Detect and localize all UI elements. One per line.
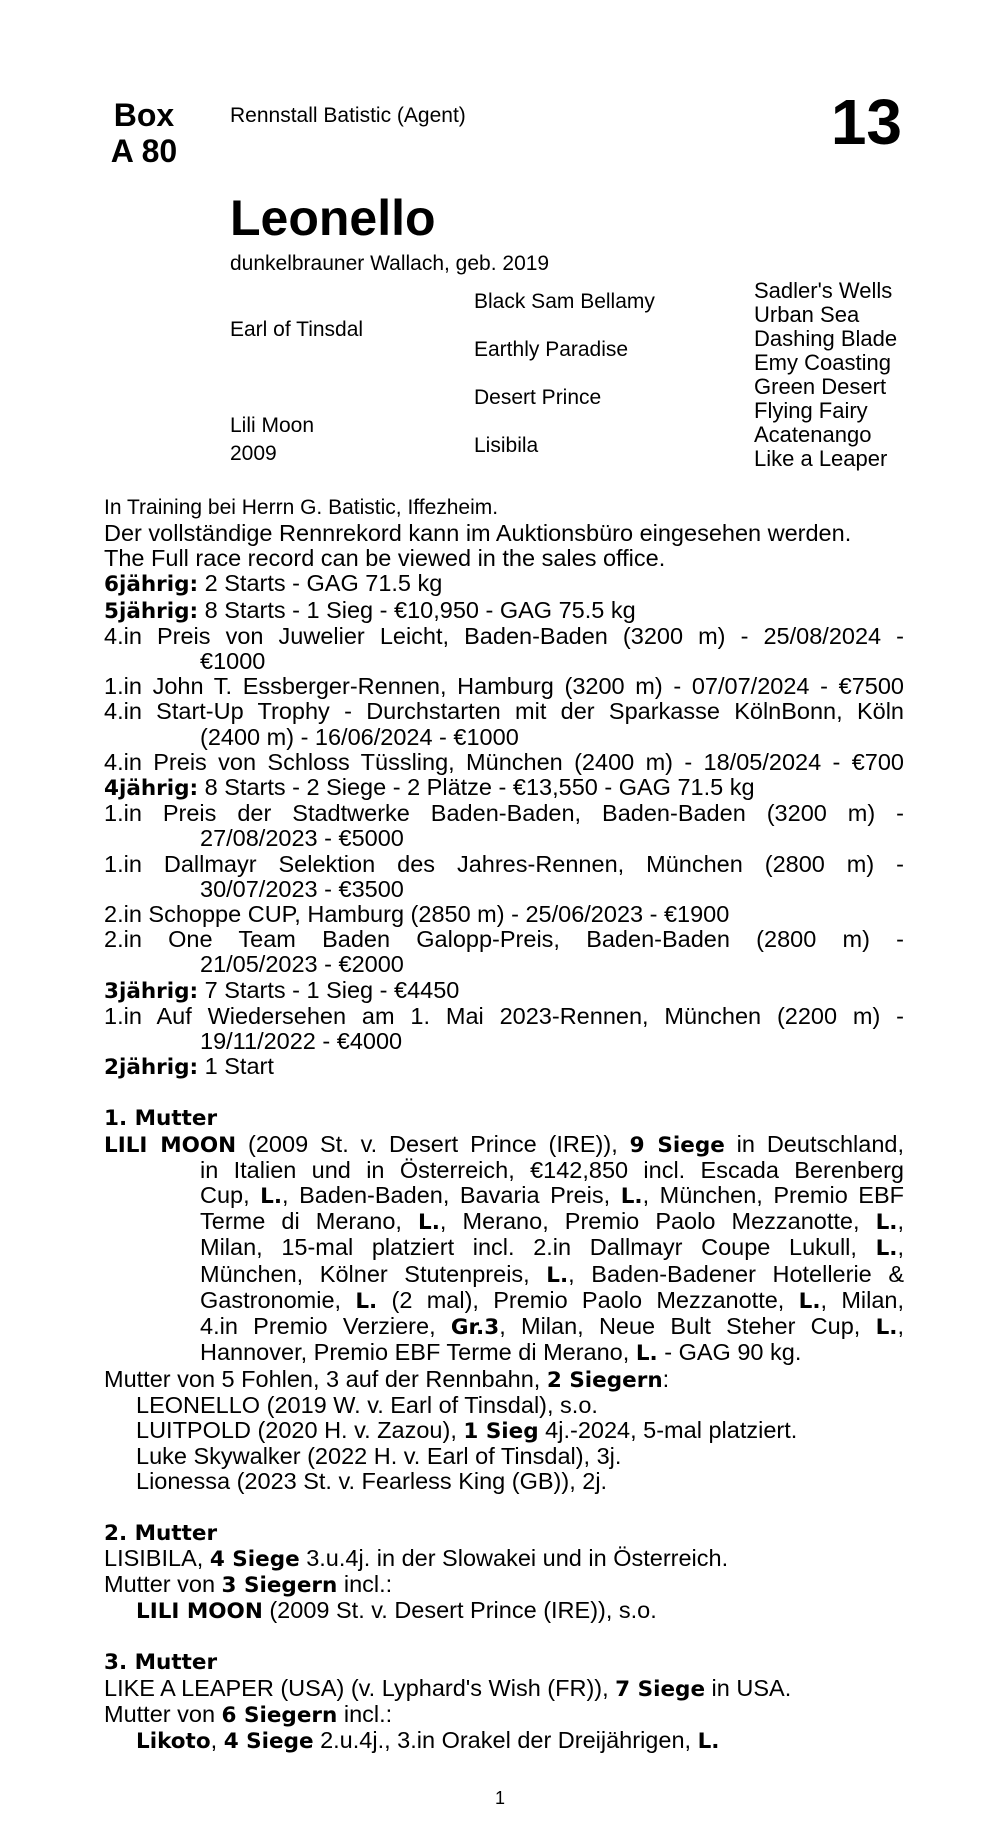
dam1-line: in Italien und in Österreich, €142,850 incl. Escada Berenberg [200, 1156, 904, 1183]
pedigree-g8: Like a Leaper [754, 446, 888, 471]
race-line: 2.in Schoppe CUP, Hamburg (2850 m) - 25/06/2023 - €1900 [104, 901, 730, 928]
pedigree-g3: Dashing Blade [754, 326, 898, 351]
dam1-line: Milan, 15-mal platziert incl. 2.in Dallmayr Coupe Lukull, L., [200, 1234, 904, 1262]
pedigree-g2: Urban Sea [754, 302, 860, 327]
dam2-line: LISIBILA, 4 Siege 3.u.4j. in der Slowakei und in Österreich. [104, 1544, 729, 1572]
dam1-line: Gastronomie, L. (2 mal), Premio Paolo Mezzanotte, L., Milan, [200, 1286, 905, 1314]
horse-name: Leonello [230, 190, 436, 246]
race-line: 2.in One Team Baden Galopp-Preis, Baden-Baden (2800 m) - [104, 926, 904, 953]
dam2-heading: 2. Mutter [104, 1520, 218, 1546]
race-line: 1.in Auf Wiedersehen am 1. Mai 2023-Rennen, München (2200 m) - [104, 1002, 904, 1029]
pedigree-dam: Lili Moon [230, 414, 315, 437]
pedigree-g6: Flying Fairy [754, 398, 868, 423]
race-line-cont: €1000 [200, 648, 266, 675]
record-note-de: Der vollständige Rennrekord kann im Auktionsbüro eingesehen werden. [104, 520, 852, 546]
age-6-summary [104, 571, 904, 597]
dam2-produce: Mutter von 3 Siegern incl.: [104, 1570, 393, 1598]
age-2-text: 1 Start [198, 1053, 274, 1080]
age-3-text: 7 Starts - 1 Sieg - €4450 [198, 976, 460, 1003]
age-4-summary [104, 775, 904, 801]
dam1-line: Hannover, Premio EBF Terme di Merano, L. - GAG 90 kg. [200, 1339, 802, 1367]
dam1-line: Cup, L., Baden-Baden, Bavaria Preis, L., München, Premio EBF [200, 1182, 905, 1210]
record-note-en: The Full race record can be viewed in the sales office. [104, 545, 666, 572]
catalogue-body [104, 495, 904, 1754]
race-line-cont: 21/05/2023 - €2000 [200, 951, 404, 978]
pedigree-dam-sire: Desert Prince [474, 386, 602, 409]
dam1-line: LILI MOON (2009 St. v. Desert Prince (IRE)), 9 Siege in Deutschland, [104, 1130, 904, 1158]
race-line: 4.in Start-Up Trophy - Durchstarten mit der Sparkasse KölnBonn, Köln [104, 698, 904, 725]
age-2-summary [104, 1054, 904, 1080]
age-4-label: 4jährig: [104, 776, 199, 802]
race-line-cont: 19/11/2022 - €4000 [200, 1028, 403, 1055]
pedigree-sire-dam: Earthly Paradise [474, 338, 629, 361]
pedigree-g1: Sadler's Wells [754, 278, 893, 303]
dam1-line: Terme di Merano, L., Merano, Premio Paolo Mezzanotte, L., [200, 1208, 904, 1236]
dam3-produce: Mutter von 6 Siegern incl.: [104, 1700, 393, 1728]
pedigree-dam-dam: Lisibila [474, 434, 539, 457]
stable-name: Rennstall Batistic (Agent) [230, 104, 466, 127]
training-info: In Training bei Herrn G. Batistic, Iffezheim. [104, 496, 499, 519]
race-line: 4.in Preis von Juwelier Leicht, Baden-Baden (3200 m) - 25/08/2024 - [104, 622, 904, 649]
pedigree-g7: Acatenango [754, 422, 872, 447]
box-number: A 80 [110, 133, 178, 169]
pedigree-sire-sire: Black Sam Bellamy [474, 290, 655, 313]
lot-number: 13 [830, 86, 902, 158]
dam1-line: München, Kölner Stutenpreis, L., Baden-Badener Hotellerie & [200, 1260, 904, 1288]
age-6-text: 2 Starts - GAG 71.5 kg [198, 570, 443, 597]
pedigree-g5: Green Desert [754, 374, 887, 399]
box-label [104, 97, 184, 169]
race-line-cont: 27/08/2023 - €5000 [200, 825, 404, 852]
page-number: 1 [494, 1788, 505, 1808]
race-line: 1.in John T. Essberger-Rennen, Hamburg (3200 m) - 07/07/2024 - €7500 [104, 673, 904, 700]
dam1-produce: Mutter von 5 Fohlen, 3 auf der Rennbahn, 2 Siegern: [104, 1365, 670, 1393]
age-4-text: 8 Starts - 2 Siege - 2 Plätze - €13,550 - GAG 71.5 kg [198, 774, 755, 801]
dam1-heading: 1. Mutter [104, 1106, 218, 1132]
dam1-wins: 9 Siege [629, 1132, 725, 1158]
dam3-foal: Likoto, 4 Siege 2.u.4j., 3.in Orakel der Dreijährigen, L. [136, 1726, 720, 1754]
pedigree-g4: Emy Coasting [754, 350, 891, 375]
race-line: 4.in Preis von Schloss Tüssling, München (2400 m) - 18/05/2024 - €700 [104, 748, 904, 775]
age-3-summary [104, 978, 904, 1004]
age-6-label: 6jährig: [104, 572, 199, 598]
age-5-text: 8 Starts - 1 Sieg - €10,950 - GAG 75.5 kg [198, 596, 636, 623]
dam1-foal: Luke Skywalker (2022 H. v. Earl of Tinsdal), 3j. [136, 1443, 622, 1470]
age-2-label: 2jährig: [104, 1055, 199, 1081]
age-5-summary [104, 598, 904, 624]
race-line-cont: (2400 m) - 16/06/2024 - €1000 [200, 723, 519, 750]
dam1-line: 4.in Premio Verziere, Gr.3, Milan, Neue Bult Steher Cup, L., [200, 1313, 904, 1341]
dam3-heading: 3. Mutter [104, 1650, 218, 1676]
race-line: 1.in Preis der Stadtwerke Baden-Baden, Baden-Baden (3200 m) - [104, 800, 904, 827]
dam3-line: LIKE A LEAPER (USA) (v. Lyphard's Wish (FR)), 7 Siege in USA. [104, 1674, 792, 1702]
race-line-cont: 30/07/2023 - €3500 [200, 875, 404, 902]
dam1-foal: LEONELLO (2019 W. v. Earl of Tinsdal), s.o. [136, 1391, 598, 1418]
dam1-foal: Lionessa (2023 St. v. Fearless King (GB)), 2j. [136, 1468, 608, 1495]
dam1-foal: LUITPOLD (2020 H. v. Zazou), 1 Sieg 4j.-2024, 5-mal platziert. [136, 1416, 798, 1444]
age-3-label: 3jährig: [104, 978, 199, 1004]
dam1-name: LILI MOON [104, 1132, 237, 1158]
race-line: 1.in Dallmayr Selektion des Jahres-Rennen, München (2800 m) - [104, 850, 904, 877]
age-5-label: 5jährig: [104, 598, 199, 624]
box-title: Box [113, 97, 175, 133]
pedigree-sire: Earl of Tinsdal [230, 318, 364, 341]
dam2-foal: LILI MOON (2009 St. v. Desert Prince (IRE)), s.o. [136, 1597, 657, 1625]
horse-description: dunkelbrauner Wallach, geb. 2019 [230, 252, 550, 275]
pedigree-dam-year: 2009 [230, 442, 277, 465]
